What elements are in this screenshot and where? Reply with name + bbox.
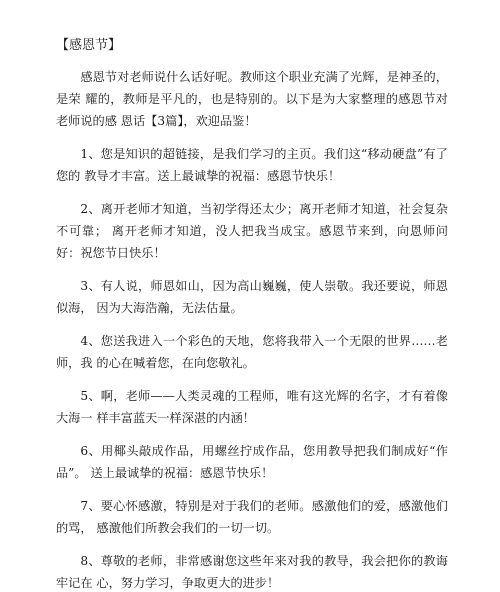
wish-paragraph-3: 3、有人说，师恩如山，因为高山巍巍，使人崇敬。我还要说，师恩似海， 因为大海浩瀚，无法估量。 [56,279,448,315]
wish-paragraph-7: 7、要心怀感激，特别是对于我们的老师。感激他们的爱，感激他们的骂， 感激他们所教会我们的一切一切。 [56,499,448,535]
wish-paragraph-1: 1、您是知识的超链接，是我们学习的主页。我们这“移动硬盘”有了您的 教导才丰富。送上最诚挚的祝福：感恩节快乐！ [56,147,448,183]
document-title: 【感恩节】 [56,38,122,53]
intro-paragraph: 感恩节对老师说什么话好呢。教师这个职业充满了光辉，是神圣的，是荣 耀的，教师是平凡的，也是特别的。以下是为大家整理的感恩节对老师说的感 恩话【3篇】，欢迎品鉴！ [56,70,448,128]
wish-paragraph-6: 6、用椰头敲成作品，用螺丝拧成作品，您用教导把我们制成好“作品”。 送上最诚挚的祝福：感恩节快乐！ [56,444,448,480]
wish-paragraph-5: 5、啊，老师——人类灵魂的工程师，唯有这光辉的名字，才有着像大海一 样丰富蓝天一样深湛的内涵！ [56,389,448,425]
wish-paragraph-8: 8、尊敬的老师，非常感谢您这些年来对我的教导，我会把你的教诲牢记在 心，努力学习，争取更大的进步！ [56,554,448,590]
wish-paragraph-4: 4、您送我进入一个彩色的天地，您将我带入一个无限的世界……老师，我 的心在喊着您，在向您敬礼。 [56,334,448,370]
wish-paragraph-2: 2、离开老师才知道，当初学得还太少；离开老师才知道，社会复杂不可靠； 离开老师才知道，没人把我当成宝。感恩节来到，向恩师问好：祝您节日快乐！ [56,202,448,260]
